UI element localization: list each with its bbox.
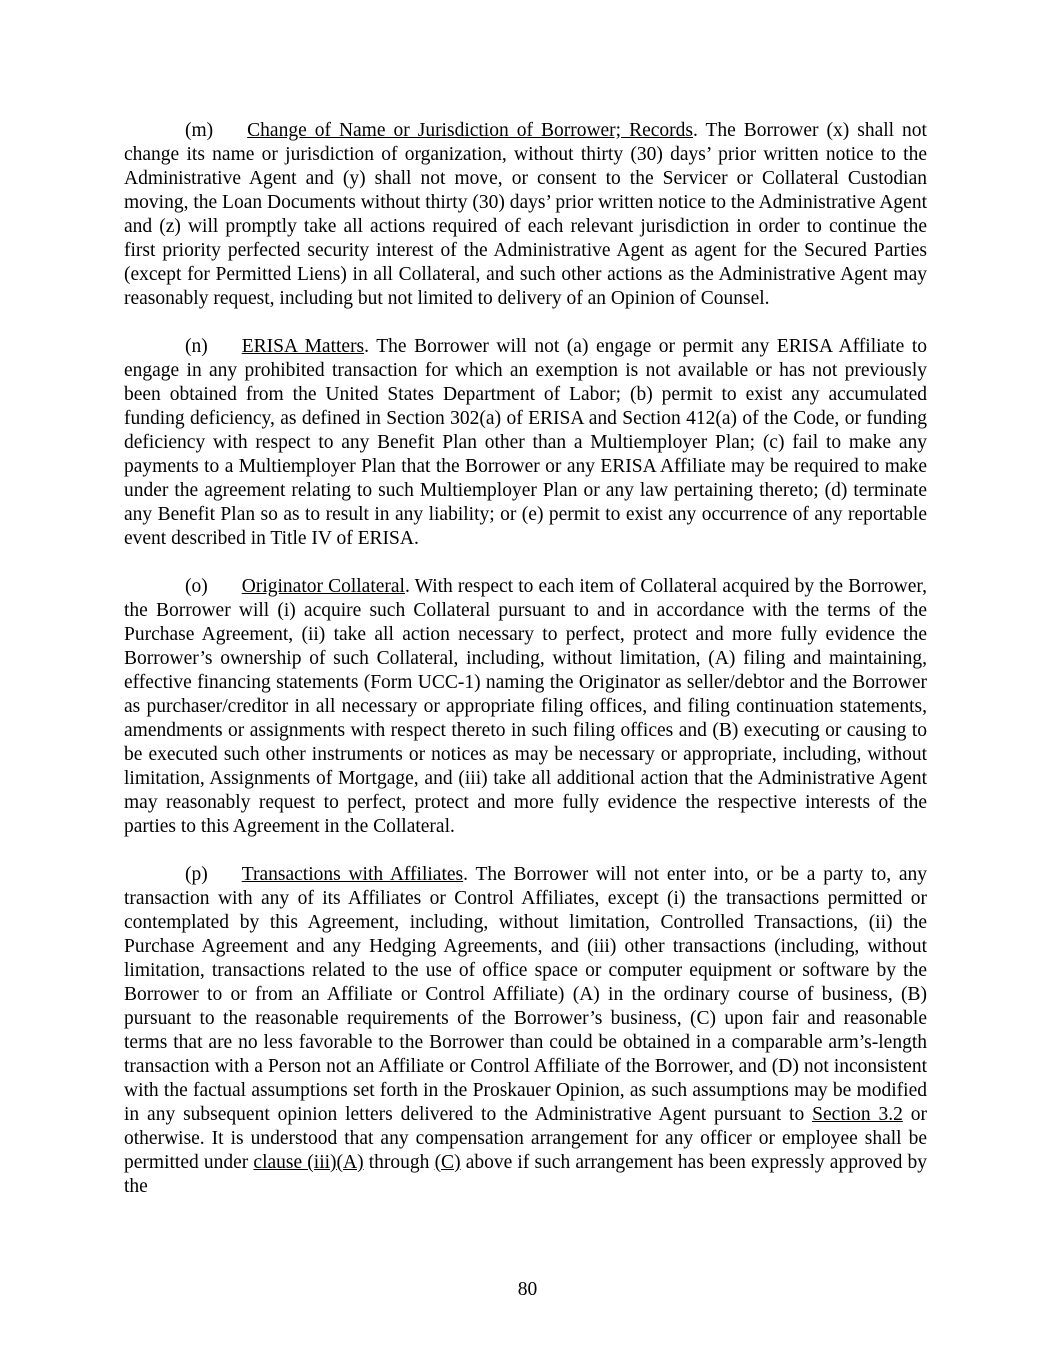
paragraph-n [124,335,927,551]
paragraph-p [124,863,927,1199]
paragraph-label: (o) [185,576,208,597]
paragraph-label: (p) [185,864,208,885]
paragraph-text: through [363,1152,435,1173]
paragraph-heading: Transactions with Affiliates [241,864,464,885]
page-number: 80 [517,1279,538,1300]
paragraph-label: (m) [185,120,214,141]
paragraph-text: . The Borrower will not (a) engage or permit any ERISA Affiliate to engage in any prohibited transaction for which an exemption is not available or has not previously been obtained from the United States Department of Labor; (b) permit to exist any accumulated funding deficiency, as defined in Section 302(a) of ERISA and Section 412(a) of the Code, or funding deficiency with respect to any Benefit Plan other than a Multiemployer Plan; (c) fail to make any payments to a Multiemployer Plan that the Borrower or any ERISA Affiliate may be required to make under the agreement relating to such Multiemployer Plan or any law pertaining thereto; (d) terminate any Benefit Plan so as to result in any liability; or (e) permit to exist any occurrence of any reportable event described in Title IV of ERISA. [124,336,927,549]
paragraph-m [124,119,927,311]
paragraph-heading: Originator Collateral [241,576,405,597]
underlined-reference: (C) [434,1152,461,1173]
underlined-reference: clause (iii)(A) [253,1152,364,1173]
paragraph-heading: Change of Name or Jurisdiction of Borrower; Records [247,120,693,141]
paragraph-text: or otherwise. It is understood that any compensation arrangement for any officer or employee shall be permitted under [124,1104,927,1173]
underlined-reference: Section 3.2 [812,1104,903,1125]
paragraph-o [124,575,927,839]
document-body [124,119,927,1199]
paragraph-text: . The Borrower (x) shall not change its name or jurisdiction of organization, without thirty (30) days’ prior written notice to the Administrative Agent and (y) shall not move, or consent to the Servicer or Collateral Custodian moving, the Loan Documents without thirty (30) days’ prior written notice to the Administrative Agent and (z) will promptly take all actions required of each relevant jurisdiction in order to continue the first priority perfected security interest of the Administrative Agent as agent for the Secured Parties (except for Permitted Liens) in all Collateral, and such other actions as the Administrative Agent may reasonably request, including but not limited to delivery of an Opinion of Counsel. [124,120,927,309]
paragraph-text: . With respect to each item of Collateral acquired by the Borrower, the Borrower will (i) acquire such Collateral pursuant to and in accordance with the terms of the Purchase Agreement, (ii) take all action necessary to perfect, protect and more fully evidence the Borrower’s ownership of such Collateral, including, without limitation, (A) filing and maintaining, effective financing statements (Form UCC-1) naming the Originator as seller/debtor and the Borrower as purchaser/creditor in all necessary or appropriate filing offices, and filing continuation statements, amendments or assignments with respect thereto in such filing offices and (B) executing or causing to be executed such other instruments or notices as may be necessary or appropriate, including, without limitation, Assignments of Mortgage, and (iii) take all additional action that the Administrative Agent may reasonably request to perfect, protect and more fully evidence the respective interests of the parties to this Agreement in the Collateral. [124,576,927,837]
paragraph-text: . The Borrower will not enter into, or be a party to, any transaction with any of its Affiliates or Control Affiliates, except (i) the transactions permitted or contemplated by this Agreement, including, without limitation, Controlled Transactions, (ii) the Purchase Agreement and any Hedging Agreements, and (iii) other transactions (including, without limitation, transactions related to the use of office space or computer equipment or software by the Borrower to or from an Affiliate or Control Affiliate) (A) in the ordinary course of business, (B) pursuant to the reasonable requirements of the Borrower’s business, (C) upon fair and reasonable terms that are no less favorable to the Borrower than could be obtained in a comparable arm’s-length transaction with a Person not an Affiliate or Control Affiliate of the Borrower, and (D) not inconsistent with the factual assumptions set forth in the Proskauer Opinion, as such assumptions may be modified in any subsequent opinion letters delivered to the Administrative Agent pursuant to [124,864,928,1125]
paragraph-label: (n) [185,336,208,357]
paragraph-heading: ERISA Matters [241,336,365,357]
paragraph-text: above if such arrangement has been expressly approved by the [124,1152,928,1197]
